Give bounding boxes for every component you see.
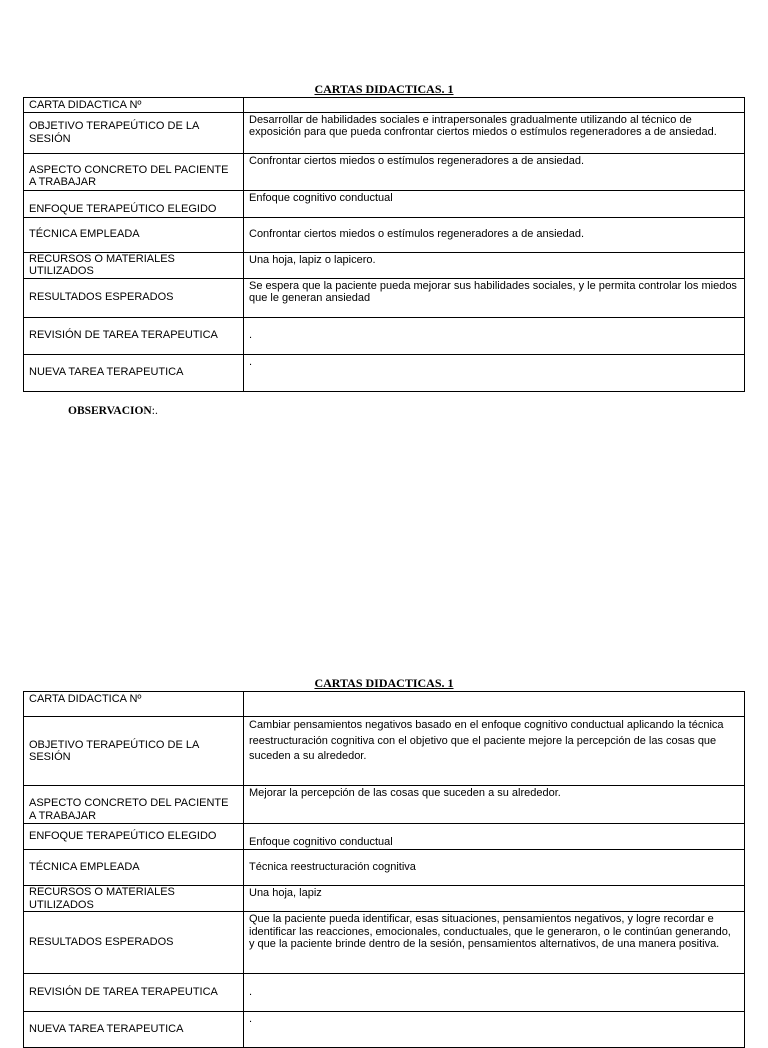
- table-row: [24, 692, 745, 717]
- row-value-tecnica: Confrontar ciertos miedos o estímulos regeneradores a de ansiedad.: [244, 217, 745, 252]
- card-1-table: [23, 97, 745, 392]
- row-label-tecnica: TÉCNICA EMPLEADA: [24, 850, 244, 886]
- row-label-nueva-tarea: NUEVA TAREA TERAPEUTICA: [24, 354, 244, 391]
- row-value-carta-numero: [244, 692, 745, 717]
- table-row: [24, 278, 745, 317]
- observation-label: OBSERVACION: [68, 405, 152, 417]
- row-value-nueva-tarea: .: [244, 1012, 745, 1048]
- table-row: [24, 1012, 745, 1048]
- table-row: [24, 717, 745, 786]
- card-2-table: [23, 691, 745, 1048]
- row-label-objetivo: OBJETIVO TERAPEÚTICO DE LA SESIÓN: [24, 112, 244, 153]
- row-value-recursos: Una hoja, lapiz: [244, 886, 745, 912]
- table-row: [24, 786, 745, 824]
- table-row: [24, 153, 745, 190]
- row-label-recursos: RECURSOS O MATERIALES UTILIZADOS: [24, 252, 244, 278]
- table-row: [24, 112, 745, 153]
- table-row: [24, 354, 745, 391]
- row-value-revision: .: [244, 317, 745, 354]
- table-row: [24, 252, 745, 278]
- card-2-title: CARTAS DIDACTICAS. 1: [314, 676, 454, 690]
- row-label-revision: REVISIÓN DE TAREA TERAPEUTICA: [24, 317, 244, 354]
- row-label-carta-numero: CARTA DIDACTICA Nº: [24, 692, 244, 717]
- row-value-aspecto: Mejorar la percepción de las cosas que suceden a su alrededor.: [244, 786, 745, 824]
- table-row: [24, 912, 745, 974]
- row-value-resultados: Se espera que la paciente pueda mejorar sus habilidades sociales, y le permita controlar los miedos que le generan ansiedad: [244, 278, 745, 317]
- row-value-recursos: Una hoja, lapiz o lapicero.: [244, 252, 745, 278]
- table-row: [24, 217, 745, 252]
- observation: [68, 405, 158, 417]
- row-value-objetivo: Desarrollar de habilidades sociales e intrapersonales gradualmente utilizando al técnico de exposición para que pueda confrontar ciertos miedos o estímulos regeneradores a de ansiedad.: [244, 112, 745, 153]
- table-row: [24, 317, 745, 354]
- row-value-objetivo: Cambiar pensamientos negativos basado en el enfoque cognitivo conductual aplicando la técnica reestructuración cognitiva con el objetivo que el paciente mejore la percepción de las cosas que suceden a su alrededor.: [244, 717, 745, 786]
- row-label-enfoque: ENFOQUE TERAPEÚTICO ELEGIDO: [24, 190, 244, 217]
- row-value-revision: .: [244, 974, 745, 1012]
- row-value-resultados: Que la paciente pueda identificar, esas situaciones, pensamientos negativos, y logre recordar e identificar las reacciones, emocionales, conductuales, que le generaron, o le continúan generando, y que la paciente brinde dentro de la sesión, pensamientos alternativos, de una manera positiva.: [244, 912, 745, 974]
- card-1-title: CARTAS DIDACTICAS. 1: [314, 82, 454, 96]
- row-label-nueva-tarea: NUEVA TAREA TERAPEUTICA: [24, 1012, 244, 1048]
- table-row: [24, 850, 745, 886]
- row-label-carta-numero: CARTA DIDACTICA Nº: [24, 98, 244, 113]
- table-row: [24, 190, 745, 217]
- row-label-recursos: RECURSOS O MATERIALES UTILIZADOS: [24, 886, 244, 912]
- row-label-aspecto: ASPECTO CONCRETO DEL PACIENTE A TRABAJAR: [24, 786, 244, 824]
- table-row: [24, 974, 745, 1012]
- row-value-tecnica: Técnica reestructuración cognitiva: [244, 850, 745, 886]
- row-label-enfoque: ENFOQUE TERAPEÚTICO ELEGIDO: [24, 824, 244, 850]
- row-value-enfoque: Enfoque cognitivo conductual: [244, 824, 745, 850]
- observation-value: :.: [151, 405, 158, 417]
- row-label-objetivo: OBJETIVO TERAPEÚTICO DE LA SESIÓN: [24, 717, 244, 786]
- row-label-revision: REVISIÓN DE TAREA TERAPEUTICA: [24, 974, 244, 1012]
- table-row: [24, 886, 745, 912]
- row-label-tecnica: TÉCNICA EMPLEADA: [24, 217, 244, 252]
- row-value-nueva-tarea: .: [244, 354, 745, 391]
- row-value-enfoque: Enfoque cognitivo conductual: [244, 190, 745, 217]
- row-label-aspecto: ASPECTO CONCRETO DEL PACIENTE A TRABAJAR: [24, 153, 244, 190]
- row-value-aspecto: Confrontar ciertos miedos o estímulos regeneradores a de ansiedad.: [244, 153, 745, 190]
- table-row: [24, 824, 745, 850]
- row-label-resultados: RESULTADOS ESPERADOS: [24, 278, 244, 317]
- row-value-carta-numero: [244, 98, 745, 113]
- table-row: [24, 98, 745, 113]
- row-label-resultados: RESULTADOS ESPERADOS: [24, 912, 244, 974]
